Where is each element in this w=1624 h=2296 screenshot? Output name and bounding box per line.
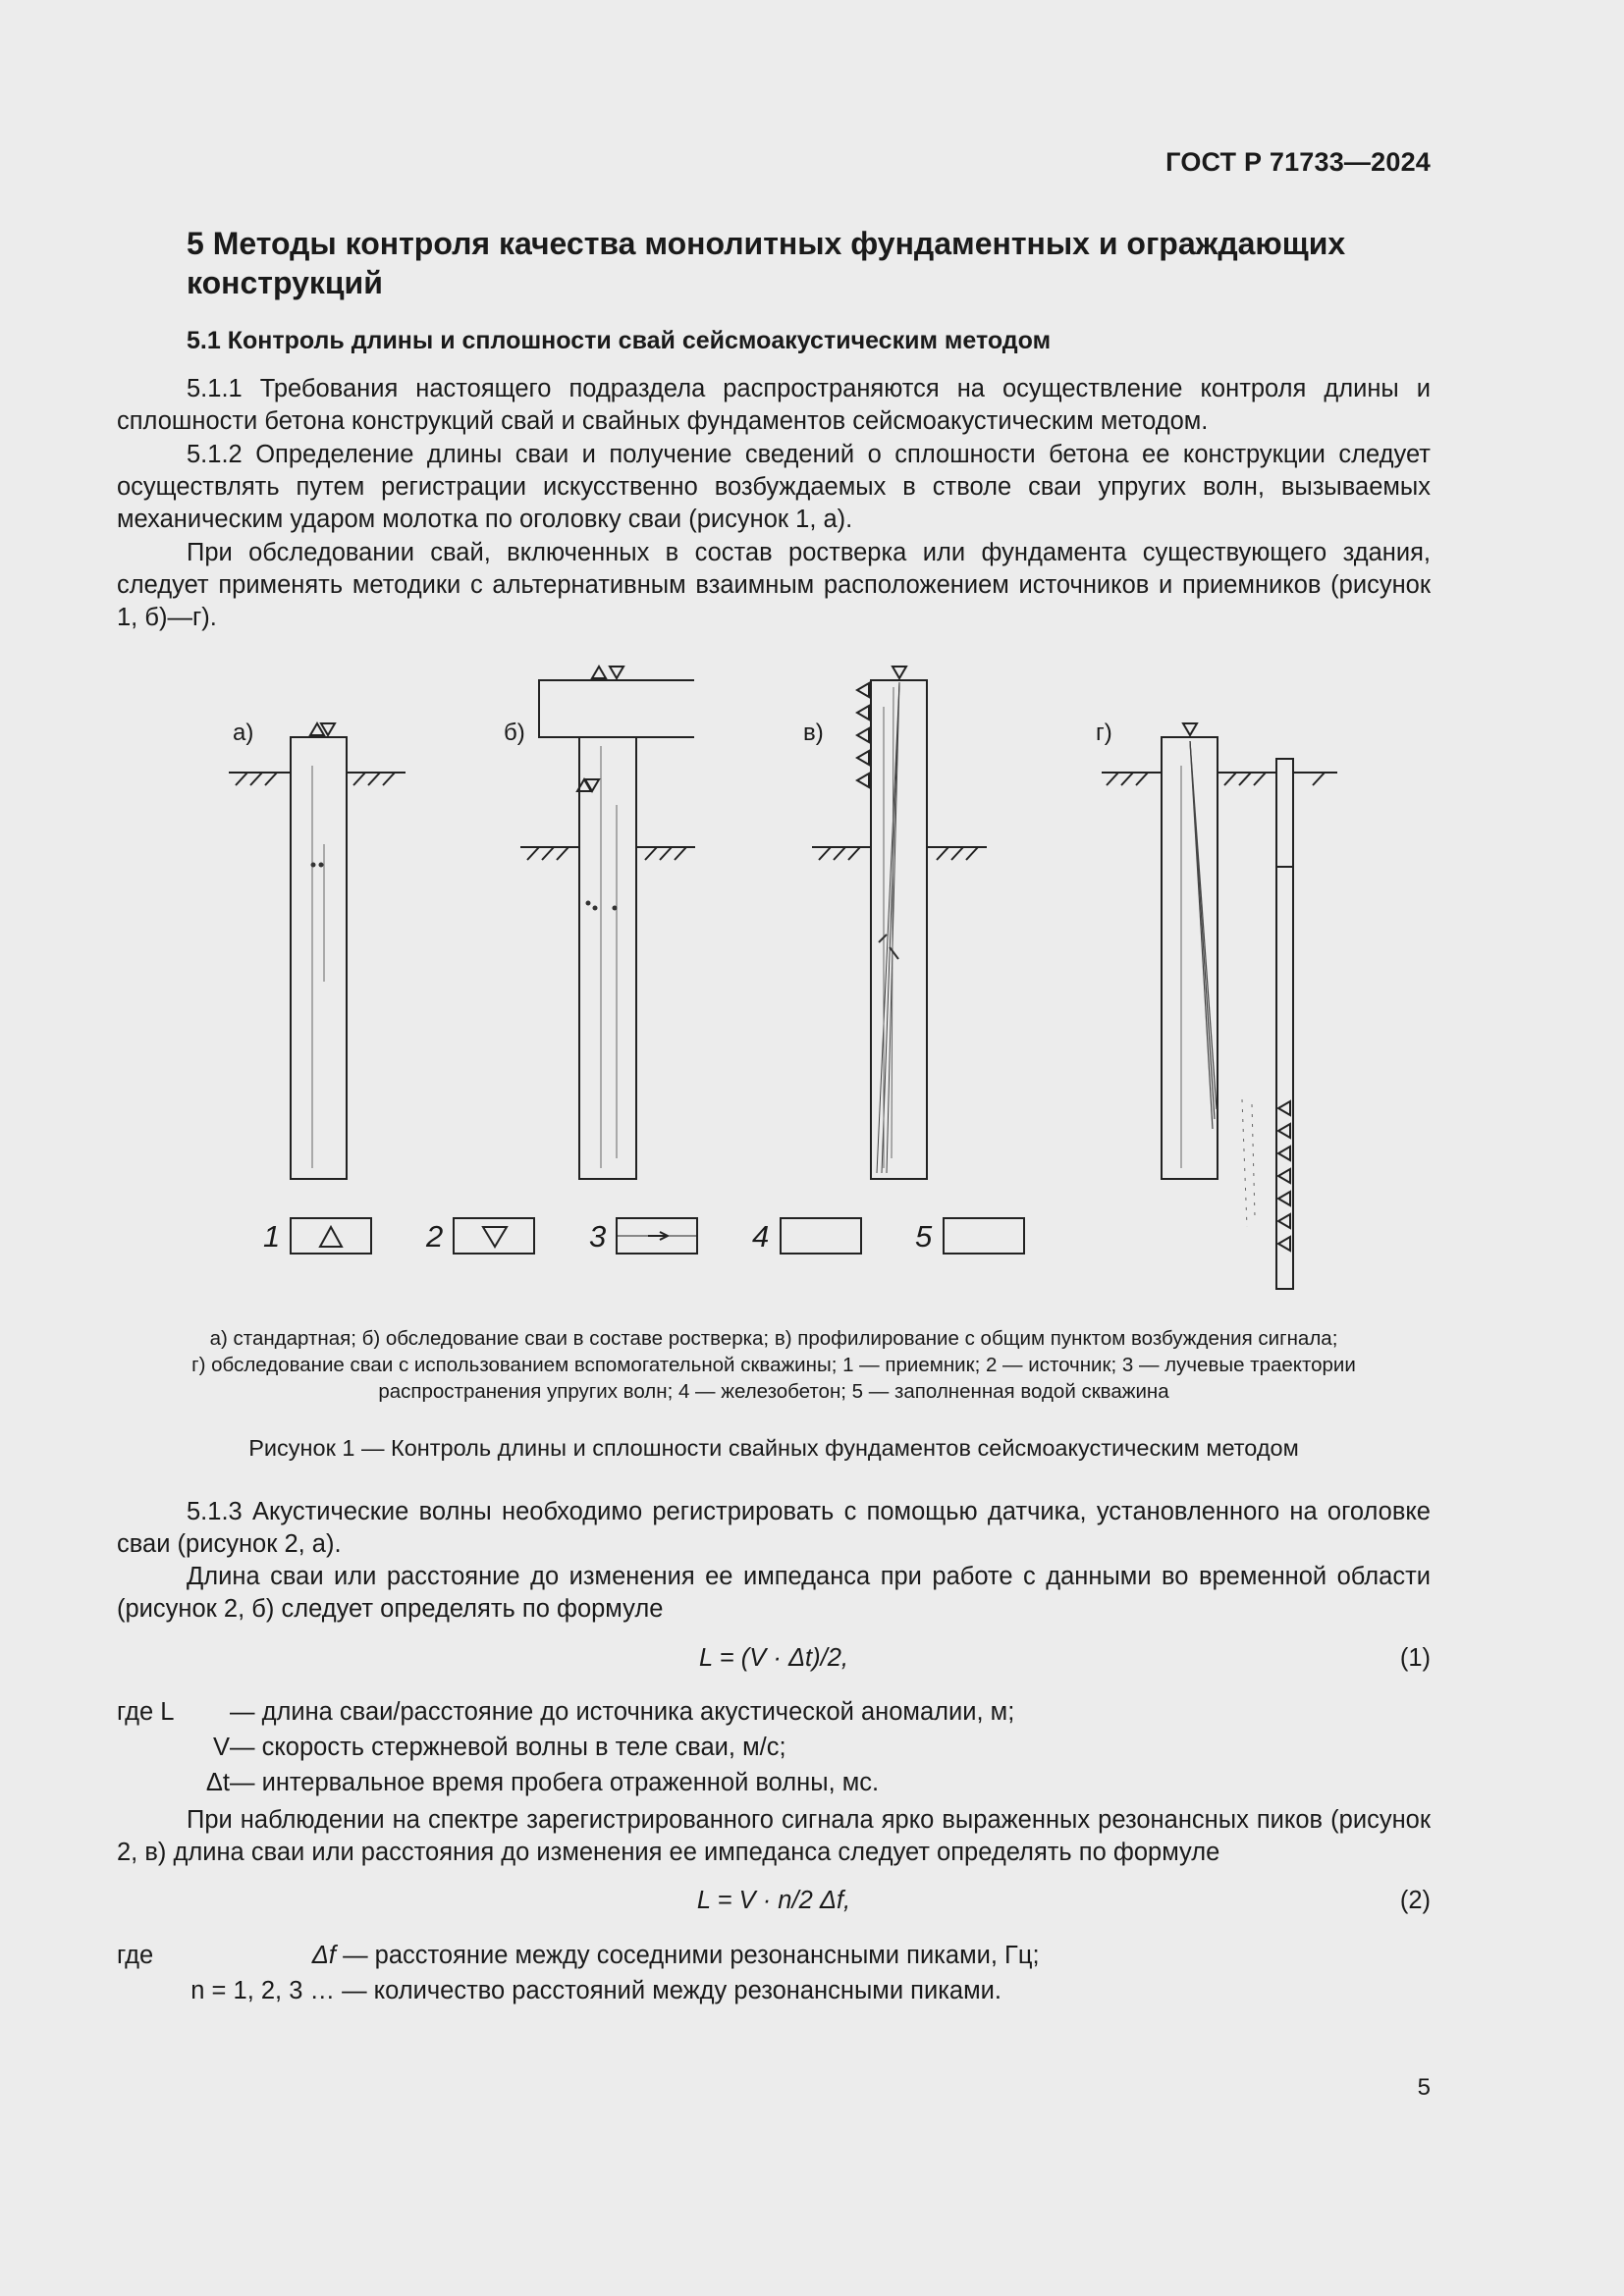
figure-legend: а) стандартная; б) обследование сваи в составе ростверка; в) профилирование с общим пунктом возбуждения сигнала; г) обследование сваи с использованием вспомогательной скважины; 1 — приемник; 2 — источник; 3 — лучевые траектории распространения упругих волн; 4 — железобетон; 5 — заполненная водой скважина [191,1327,1356,1403]
formula-1-number: (1) [1399,1644,1431,1672]
ray-paths-outside-d [1242,1099,1255,1227]
ray-arrow-icon [648,1232,668,1240]
legend-number-2: 2 [426,1219,444,1254]
paragraph-5-1-3: 5.1.3 Акустические волны необходимо регистрировать с помощью датчика, установленного на оголовке сваи (рисунок 2, а). [117,1498,1431,1558]
figure-1-diagram [0,648,1624,1315]
figure-caption: Рисунок 1 — Контроль длины и сплошности свайных фундаментов сейсмоакустическим методом [248,1435,1299,1461]
concrete-texture [312,687,1181,1168]
source-icon [483,1227,507,1247]
formula-2-definitions: где Δf — расстояние между соседними резонансными пиками, Гц; n = 1, 2, 3 … — количество расстояний между резонансными пиками. [117,1942,1040,2004]
source-icon [1183,723,1197,735]
paragraph-resonance: При наблюдении на спектре зарегистрированного сигнала ярко выраженных резонансных пиков (рисунок 2, в) длина сваи или расстояния до изменения ее импеданса следует определять по формуле [117,1806,1431,1866]
legend-box-concrete [781,1218,861,1254]
panel-label-a: а) [233,720,254,746]
formula-1: L = (V · Δt)/2, (1) [699,1644,1431,1672]
panel-label-c: в) [803,720,824,746]
receivers-column-c [857,683,869,787]
legend-number-4: 4 [752,1219,770,1254]
source-icon [893,667,906,678]
legend-box-water-borehole [944,1218,1024,1254]
panel-label-d: г) [1096,720,1112,746]
legend-box-receiver [291,1218,371,1254]
paragraph-5-1-2: 5.1.2 Определение длины сваи и получение сведений о сплошности бетона ее конструкции следует осуществлять путем регистрации искусственно возбуждаемых в стволе сваи упругих волн, вызываемых механическим ударом молотка по оголовку сваи (рисунок 1, а). [117,441,1431,533]
legend-box-source [454,1218,534,1254]
pile-c [871,680,927,1179]
source-icon [610,667,623,678]
section-title: 5 Методы контроля качества монолитных фундаментных и ограждающих конструкций [187,226,1346,300]
page-number: 5 [1417,2074,1431,2101]
subsection-title: 5.1 Контроль длины и сплошности свай сейсмоакустическим методом [187,327,1052,354]
panel-label-b: б) [504,720,525,746]
formula-1-definitions: где L — длина сваи/расстояние до источника акустической аномалии, м; V— скорость стержневой волны в теле сваи, м/с; Δt— интервальное время пробега отраженной волны, мс. [117,1698,1015,1796]
paragraph-5-1-1: 5.1.1 Требования настоящего подраздела распространяются на осуществление контроля длины и сплошности бетона конструкций свай и свайных фундаментов сейсмоакустическим методом. [117,375,1431,435]
pile-a [291,737,347,1179]
legend-number-3: 3 [589,1219,607,1254]
grillage-b [539,680,694,737]
legend-number-1: 1 [263,1219,281,1254]
paragraph-existing-buildings: При обследовании свай, включенных в состав ростверка или фундамента существующего здания, следует применять методики с альтернативным взаимным расположением источников и приемников (рисунок 1, б)—г). [117,539,1431,631]
water-borehole-d [1276,759,1293,1289]
formula-2: L = V · n/2 Δf, (2) [696,1887,1431,1914]
receiver-icon [320,1227,342,1247]
formula-2-number: (2) [1399,1887,1431,1914]
document-code: ГОСТ Р 71733—2024 [1165,147,1431,177]
legend-number-5: 5 [915,1219,933,1254]
pile-b [579,737,636,1179]
paragraph-time-domain: Длина сваи или расстояние до изменения ее импеданса при работе с данными во временной области (рисунок 2, б) следует определять по формуле [117,1563,1431,1623]
pile-d [1162,737,1218,1179]
receiver-icon [592,667,606,678]
